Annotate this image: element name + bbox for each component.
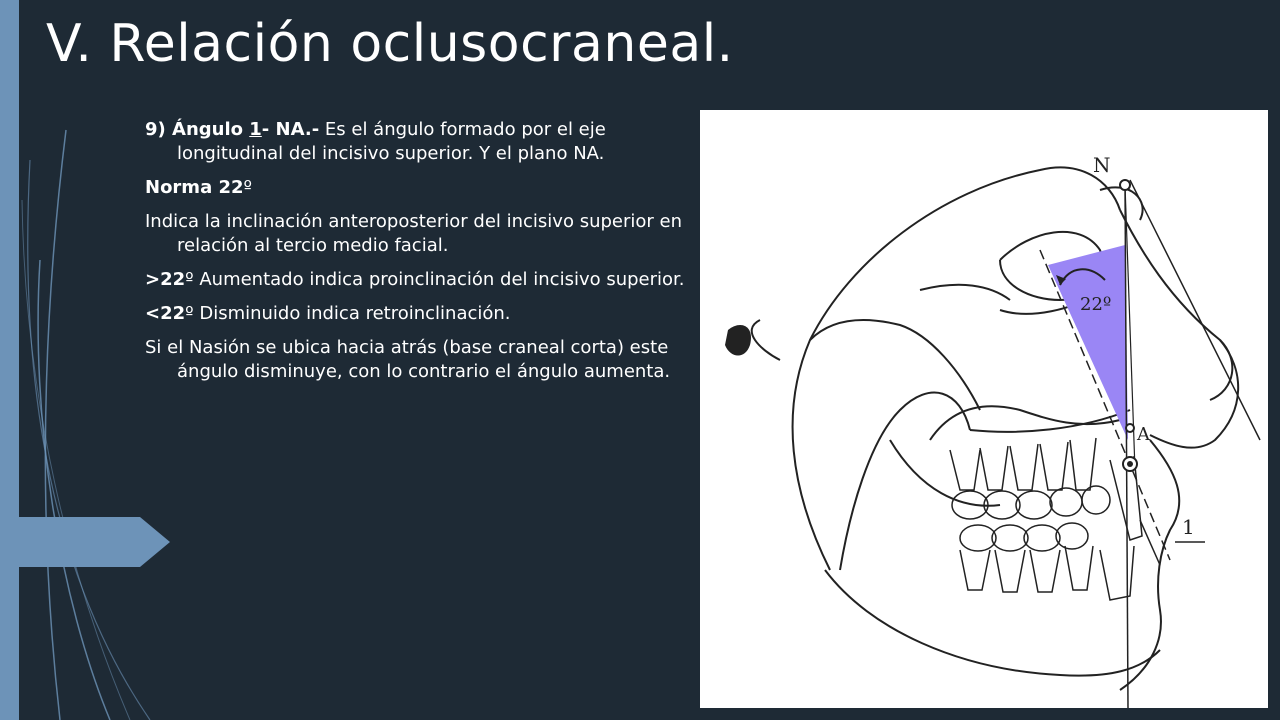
a-point [1126,424,1134,432]
label-incisor: 1 [1182,515,1195,539]
item-9 [145,118,690,166]
increased-text: º Aumentado indica proinclinación del incisivo superior. [185,269,685,290]
item-9-text: Es el ángulo formado por el eje longitudinal del incisivo superior. Y el plano NA. [177,119,606,164]
nasion-point [1120,180,1130,190]
cephalometric-figure [700,110,1268,708]
norm-line [145,176,690,200]
arrow-accent [0,517,170,567]
label-a: A [1137,424,1150,445]
decreased-text: º Disminuido indica retroinclinación. [185,303,511,324]
indication-text: Indica la inclinación anteroposterior del incisivo superior en relación al tercio medio facial. [145,211,683,256]
item-9-prefix: 9) Ángulo [145,119,250,140]
increased-line [145,268,690,292]
norm-label: Norma 22 [145,177,244,198]
slide-title: V. Relación oclusocraneal. [46,14,734,74]
item-9-code: - NA.- [261,119,320,140]
slide-body [145,118,690,394]
angle-label: 22º [1080,294,1112,315]
norm-unit: º [243,177,253,198]
increased-symbol: >22 [145,269,186,290]
decreased-symbol: <22 [145,303,186,324]
angle-highlight [1048,245,1128,440]
nasion-note: Si el Nasión se ubica hacia atrás (base craneal corta) este ángulo disminuye, con lo contrario el ángulo aumenta. [145,337,671,382]
label-n: N [1093,153,1111,177]
item-9-incisor-symbol: 1 [249,119,262,140]
skull-drawing [700,110,1268,708]
decreased-line [145,302,690,326]
